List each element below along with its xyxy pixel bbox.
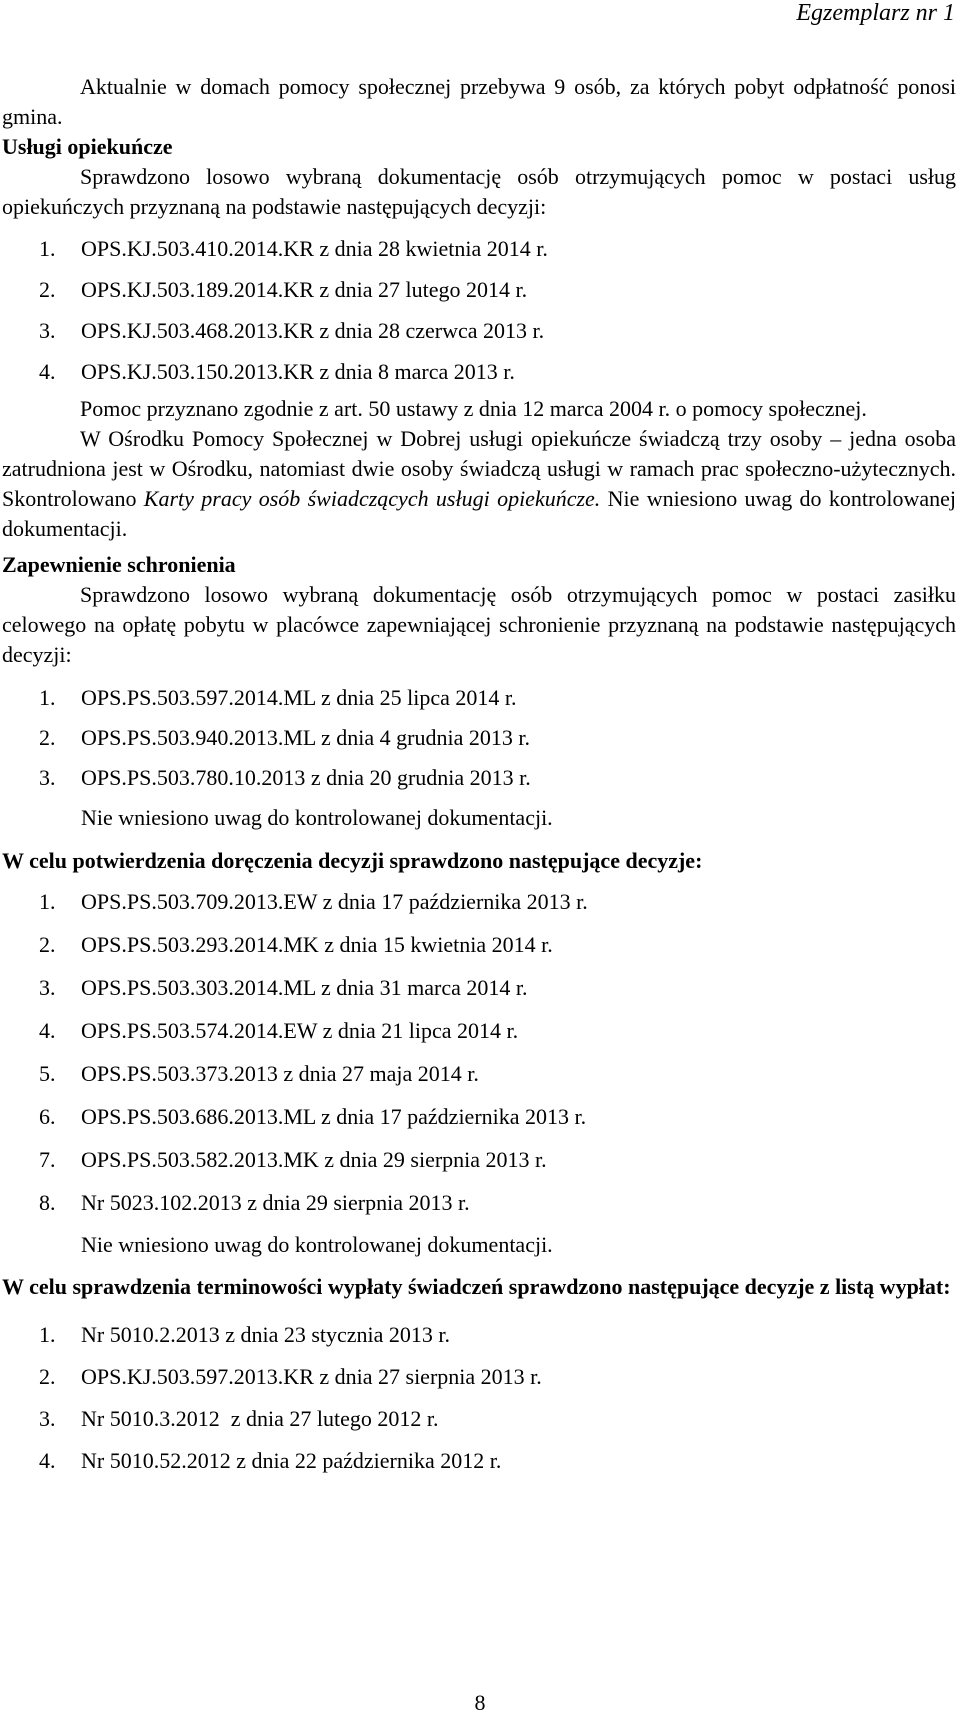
shelter-note: Nie wniesiono uwag do kontrolowanej dokumentacji.: [81, 805, 553, 830]
list-item: 4. Nr 5010.52.2012 z dnia 22 października 2012 r.: [39, 1448, 502, 1473]
list-item: 3. OPS.KJ.503.468.2013.KR z dnia 28 czerwca 2013 r.: [39, 318, 545, 343]
page-number: 8: [474, 1690, 486, 1715]
list-item: 1. Nr 5010.2.2013 z dnia 23 stycznia 2013 r.: [39, 1322, 451, 1347]
paragraph-legal-basis: Pomoc przyznano zgodnie z art. 50 ustawy z dnia 12 marca 2004 r. o pomocy społecznej.: [80, 396, 867, 421]
delivery-note: Nie wniesiono uwag do kontrolowanej dokumentacji.: [81, 1232, 553, 1257]
paragraph-nursing-homes: Aktualnie w domach pomocy społecznej przebywa 9 osób, za których pobyt odpłatność ponosi gmina.: [2, 74, 956, 129]
list-item: 3. Nr 5010.3.2012 z dnia 27 lutego 2012 r.: [39, 1406, 439, 1431]
list-item: 1. OPS.PS.503.597.2014.ML z dnia 25 lipca 2014 r.: [39, 685, 517, 710]
list-item: 2. OPS.KJ.503.597.2013.KR z dnia 27 sierpnia 2013 r.: [39, 1364, 542, 1389]
heading-shelter: Zapewnienie schronienia: [2, 552, 236, 577]
document-body: [2, 72, 956, 1482]
list-item: 4. OPS.KJ.503.150.2013.KR z dnia 8 marca 2013 r.: [39, 359, 515, 384]
delivery-decisions-list: [2, 880, 956, 1224]
paragraph-care-staff: W Ośrodku Pomocy Społecznej w Dobrej usługi opiekuńcze świadczą trzy osoby – jedna osoba zatrudniona jest w Ośrodku, natomiast dwie osoby świadczą usługi w ramach prac społeczno-użytecznych. Skontrolowano Karty pracy osób świadczących usługi opiekuńcze. Nie wniesiono uwag do kontrolowanej dokumentacji.: [2, 426, 956, 541]
list-item: 8. Nr 5023.102.2013 z dnia 29 sierpnia 2013 r.: [39, 1190, 470, 1215]
list-item: 3. OPS.PS.503.780.10.2013 z dnia 20 grudnia 2013 r.: [39, 765, 531, 790]
list-item: 4. OPS.PS.503.574.2014.EW z dnia 21 lipca 2014 r.: [39, 1018, 519, 1043]
paragraph-shelter-intro: Sprawdzono losowo wybraną dokumentację osób otrzymujących pomoc w postaci zasiłku celowego na opłatę pobytu w placówce zapewniającej schronienie przyznaną na podstawie następujących decyzji:: [2, 582, 956, 667]
list-item: 1. OPS.PS.503.709.2013.EW z dnia 17 października 2013 r.: [39, 889, 588, 914]
paragraph-care-intro: Sprawdzono losowo wybraną dokumentację osób otrzymujących pomoc w postaci usług opiekuńczych przyznaną na podstawie następujących decyzji:: [2, 164, 956, 219]
list-item: 2. OPS.KJ.503.189.2014.KR z dnia 27 lutego 2014 r.: [39, 277, 528, 302]
heading-payment-timeliness: W celu sprawdzenia terminowości wypłaty świadczeń sprawdzono następujące decyzje z listą wypłat:: [2, 1274, 951, 1299]
heading-care-services: Usługi opiekuńcze: [2, 134, 173, 159]
list-item: 6. OPS.PS.503.686.2013.ML z dnia 17 października 2013 r.: [39, 1104, 587, 1129]
list-item: 7. OPS.PS.503.582.2013.MK z dnia 29 sierpnia 2013 r.: [39, 1147, 547, 1172]
copy-number-header: Egzemplarz nr 1: [796, 0, 955, 26]
list-item: 2. OPS.PS.503.293.2014.MK z dnia 15 kwietnia 2014 r.: [39, 932, 553, 957]
care-decisions-list: [2, 228, 956, 392]
heading-delivery-check: W celu potwierdzenia doręczenia decyzji sprawdzono następujące decyzje:: [2, 848, 703, 873]
list-item: 5. OPS.PS.503.373.2013 z dnia 27 maja 2014 r.: [39, 1061, 479, 1086]
shelter-decisions-list: [2, 678, 956, 798]
list-item: 1. OPS.KJ.503.410.2014.KR z dnia 28 kwietnia 2014 r.: [39, 236, 548, 261]
list-item: 3. OPS.PS.503.303.2014.ML z dnia 31 marca 2014 r.: [39, 975, 528, 1000]
list-item: 2. OPS.PS.503.940.2013.ML z dnia 4 grudnia 2013 r.: [39, 725, 530, 750]
payment-decisions-list: [2, 1314, 956, 1482]
